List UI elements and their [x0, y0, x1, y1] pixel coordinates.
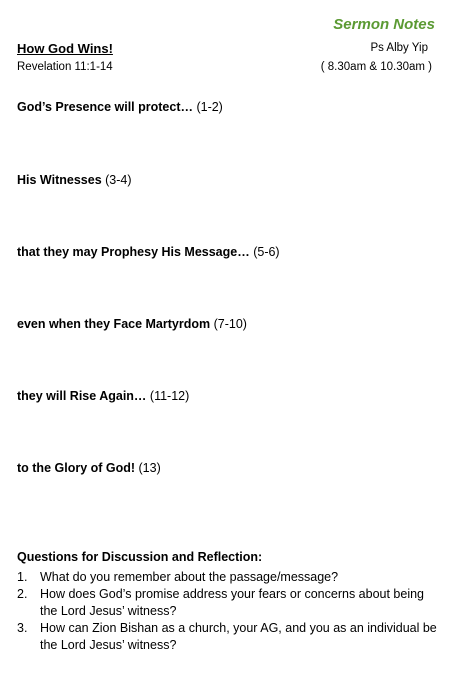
point-reference: (13) [135, 461, 161, 475]
sermon-point [17, 245, 280, 259]
question-text: What do you remember about the passage/message? [40, 570, 339, 584]
sermon-point [17, 317, 247, 331]
question-number: 1. [17, 570, 28, 584]
point-reference: (5-6) [249, 245, 280, 259]
pastor-name: Ps Alby Yip [370, 42, 428, 54]
sermon-title: How God Wins! [17, 41, 113, 56]
sermon-notes-label: Sermon Notes [333, 16, 435, 33]
question-number: 2. [17, 587, 28, 601]
point-label: even when they Face Martyrdom [17, 317, 211, 331]
sermon-point [17, 173, 132, 187]
question-text: How does God’s promise address your fears or concerns about being the Lord Jesus’ witness? [40, 587, 425, 618]
list-item [17, 586, 442, 620]
point-label: that they may Prophesy His Message… [17, 245, 250, 259]
point-label: God’s Presence will protect… [17, 100, 193, 114]
point-reference: (7-10) [210, 317, 247, 331]
point-label: to the Glory of God! [17, 461, 136, 475]
scripture-reference: Revelation 11:1-14 [17, 61, 113, 73]
point-reference: (11-12) [146, 389, 190, 403]
question-number: 3. [17, 621, 28, 635]
sermon-point [17, 100, 223, 114]
question-text: How can Zion Bishan as a church, your AG, and you as an individual be the Lord Jesus’ witness? [40, 621, 437, 652]
service-times: ( 8.30am & 10.30am ) [320, 61, 432, 73]
list-item [17, 620, 442, 654]
point-label: they will Rise Again… [17, 389, 147, 403]
questions-list [17, 569, 442, 654]
sermon-point [17, 389, 189, 403]
point-reference: (1-2) [192, 100, 223, 114]
questions-heading: Questions for Discussion and Reflection: [17, 550, 263, 564]
point-reference: (3-4) [101, 173, 132, 187]
point-label: His Witnesses [17, 173, 102, 187]
sermon-point [17, 461, 161, 475]
list-item [17, 569, 442, 586]
